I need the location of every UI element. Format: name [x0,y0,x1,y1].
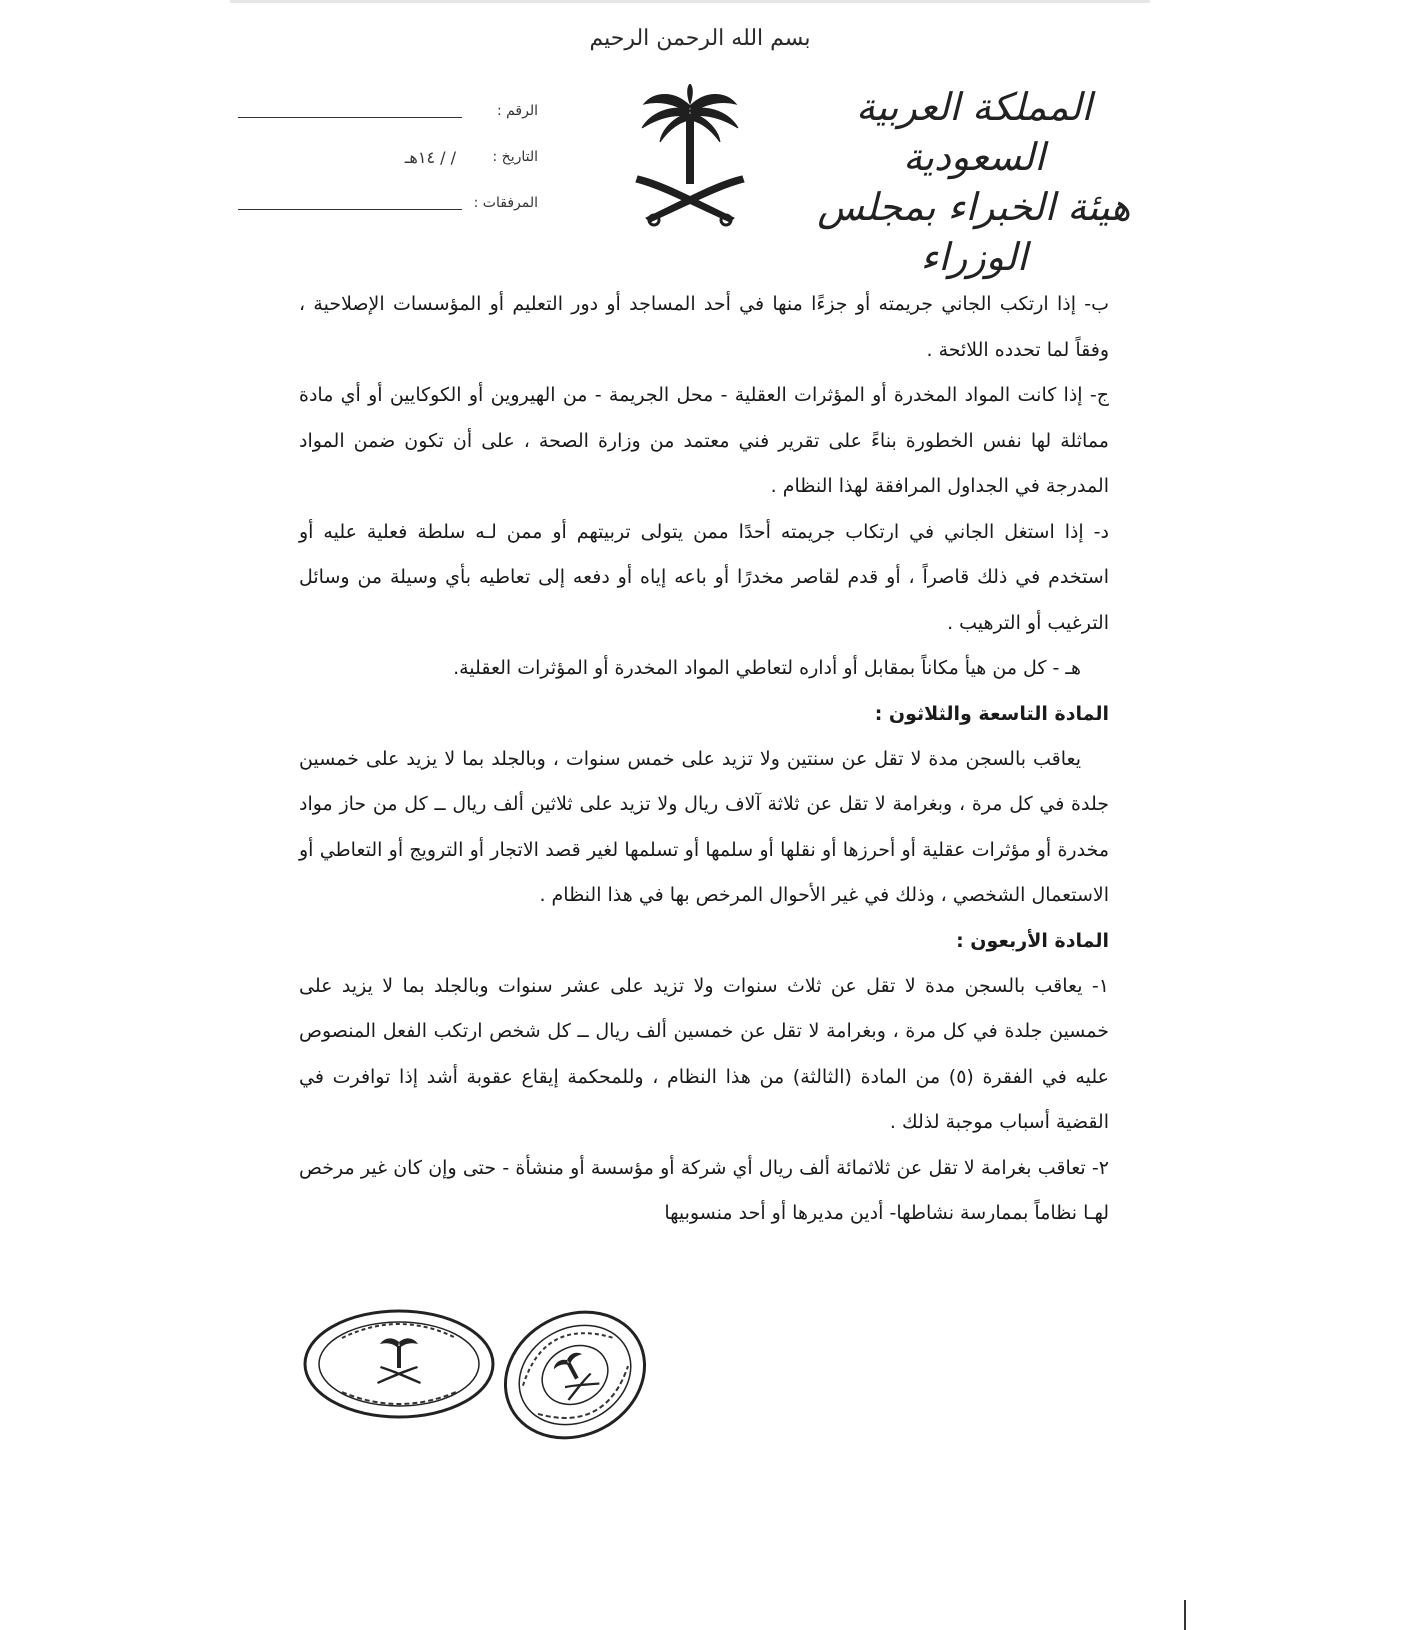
date-value: / / ١٤هـ [404,147,456,167]
article-40-title: المادة الأربعون : [956,929,1109,952]
clause-b: ب- إذا ارتكب الجاني جريمته أو جزءًا منها في أحد المساجد أو دور التعليم أو المؤسسات الإصلاحية ، وفقاً لما تحدده اللائحة . [299,293,1109,361]
reference-fields [238,88,538,226]
attachments-label: المرفقات : [473,195,538,211]
clause-j: ج- إذا كانت المواد المخدرة أو المؤثرات العقلية - محل الجريمة - من الهيروين أو الكوكايين أو أي مادة مماثلة لها نفس الخطورة بناءً على تقرير فني معتمد من وزارة الصحة ، على أن تكون ضمن المواد المدرجة في الجداول المرافقة لهذا النظام . [299,384,1109,497]
document-body [299,282,1109,1237]
date-label: التاريخ : [492,149,538,165]
basmala: بسم الله الرحمن الرحيم [589,26,811,51]
number-blank-line [238,117,462,118]
clause-d: د- إذا استغل الجاني في ارتكاب جريمته أحدًا ممن يتولى تربيتهم أو ممن لـه سلطة فعلية عليه أو استخدم في ذلك قاصراً ، أو قدم لقاصر مخدرًا أو باعه إياه أو دفعه إلى تعاطيه بأي وسيلة من وسائل الترغيب أو الترهيب . [299,520,1109,634]
official-seal-right [500,1300,650,1450]
official-seal-left [302,1308,496,1420]
clause-h: هـ - كل من هيأ مكاناً بمقابل أو أداره لتعاطي المواد المخدرة أو المؤثرات العقلية. [453,657,1081,679]
article-39-text: يعاقب بالسجن مدة لا تقل عن سنتين ولا تزيد على خمس سنوات ، وبالجلد بما لا يزيد على خمسين جلدة في كل مرة ، وبغرامة لا تقل عن ثلاثة آلاف ريال ولا تزيد على ثلاثين ألف ريال ــ كل من حاز مواد مخدرة أو مؤثرات عقلية أو أحرزها أو نقلها أو سلمها أو تسلمها لغير قصد الاتجار أو الترويج أو التعاطي أو الاستعمال الشخصي ، وذلك في غير الأحوال المرخص بها في هذا النظام . [299,747,1109,906]
left-seal-text [301,1308,302,1309]
article-40-clause-2: ٢- تعاقب بغرامة لا تقل عن ثلاثمائة ألف ريال أي شركة أو مؤسسة أو منشأة - حتى وإن كان غير مرخص لهـا نظاماً بممارسة نشاطها- أدين مديرها أو أحد منسوبيها [299,1156,1109,1224]
attachments-field [238,180,538,226]
attachments-blank-line [238,209,462,210]
saudi-emblem-icon [630,84,750,234]
date-field [238,134,538,180]
kingdom-name: المملكة العربية السعودية [856,85,1092,179]
page-margin-mark [1184,1600,1186,1630]
right-seal-text [499,1300,500,1301]
letterhead-title [794,82,1154,282]
article-40-clause-1: ١- يعاقب بالسجن مدة لا تقل عن ثلاث سنوات ولا تزيد على عشر سنوات وبالجلد بما لا يزيد على خمسين جلدة في كل مرة ، وبغرامة لا تقل عن خمسين ألف ريال ــ كل شخص ارتكب الفعل المنصوص عليه في الفقرة (٥) من المادة (الثالثة) من هذا النظام ، وللمحكمة إيقاع عقوبة أشد إذا توافرت في القضية أسباب موجبة لذلك . [299,974,1109,1133]
number-label: الرقم : [496,103,538,119]
number-field [238,88,538,134]
article-39-title: المادة التاسعة والثلاثون : [874,702,1109,725]
authority-name: هيئة الخبراء بمجلس الوزراء [817,185,1131,279]
scan-edge [230,0,1150,3]
